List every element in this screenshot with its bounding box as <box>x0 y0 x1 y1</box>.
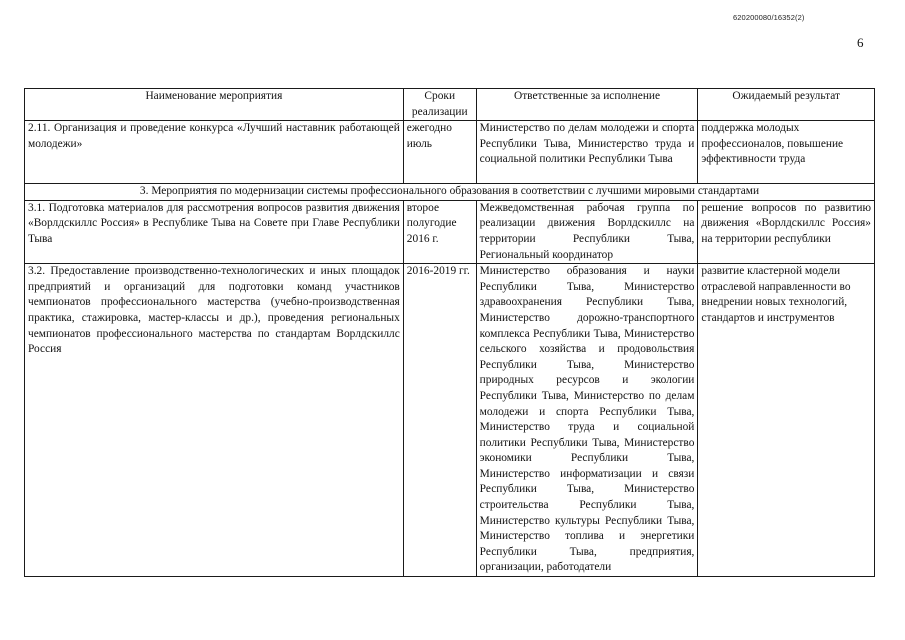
event-term-cell: второе полугодие 2016 г. <box>403 200 476 263</box>
page-number: 6 <box>857 35 864 50</box>
event-result-cell: поддержка молодых профессионалов, повышение эффективности труда <box>698 121 875 184</box>
event-responsible-cell: Министерство по делам молодежи и спорта Республики Тыва, Министерство труда и социальной политики Республики Тыва <box>476 121 698 184</box>
event-responsible-cell: Межведомственная рабочая группа по реализации движения Ворлдскиллс на территории Республики Тыва, Региональный координатор <box>476 200 698 263</box>
event-name-cell: 3.2. Предоставление производственно-технологических и иных площадок предприятий и организаций для подготовки команд участников чемпионатов профессионального мастерства (учебно-производственная практика, стажировка, мастер-классы и др.), проведения региональных чемпионатов профессионального мастерства по стандартам Ворлдскиллс Россия <box>25 264 404 577</box>
event-term-cell: 2016-2019 гг. <box>403 264 476 577</box>
table-row <box>25 200 875 263</box>
events-table <box>24 88 875 577</box>
event-name-cell: 3.1. Подготовка материалов для рассмотрения вопросов развития движения «Ворлдскиллс Россия» в Республике Тыва на Совете при Главе Республики Тыва <box>25 200 404 263</box>
table-header-row <box>25 89 875 121</box>
section-title: 3. Мероприятия по модернизации системы профессионального образования в соответствии с лучшими мировыми стандартами <box>25 184 875 201</box>
table-row <box>25 264 875 577</box>
section-header-row <box>25 184 875 201</box>
event-term-cell: ежегодно июль <box>403 121 476 184</box>
event-responsible-cell: Министерство образования и науки Республики Тыва, Министерство здравоохранения Республики Тыва, Министерство дорожно-транспортного комплекса Республики Тыва, Министерство сельского хозяйства и продовольствия Республики Тыва, Министерство природных ресурсов и экологии Республики Тыва, Министерство по делам молодежи и спорта Республики Тыва, Министерство труда и социальной политики Республики Тыва, Министерство экономики Республики Тыва, Министерство информатизации и связи Республики Тыва, Министерство строительства Республики Тыва, Министерство культуры Республики Тыва, Министерство топлива и энергетики Республики Тыва, предприятия, организации, работодатели <box>476 264 698 577</box>
event-result-cell: развитие кластерной модели отраслевой направленности во внедрении новых технологий, стандартов и инструментов <box>698 264 875 577</box>
event-result-cell: решение вопросов по развитию движения «Ворлдскиллс Россия» на территории республики <box>698 200 875 263</box>
event-name-cell: 2.11. Организация и проведение конкурса «Лучший наставник работающей молодежи» <box>25 121 404 184</box>
column-header-result: Ожидаемый результат <box>698 89 875 121</box>
document-code: 620200080/16352(2) <box>733 13 805 22</box>
column-header-term: Сроки реализации <box>403 89 476 121</box>
column-header-name: Наименование мероприятия <box>25 89 404 121</box>
table-row <box>25 121 875 184</box>
column-header-responsible: Ответственные за исполнение <box>476 89 698 121</box>
